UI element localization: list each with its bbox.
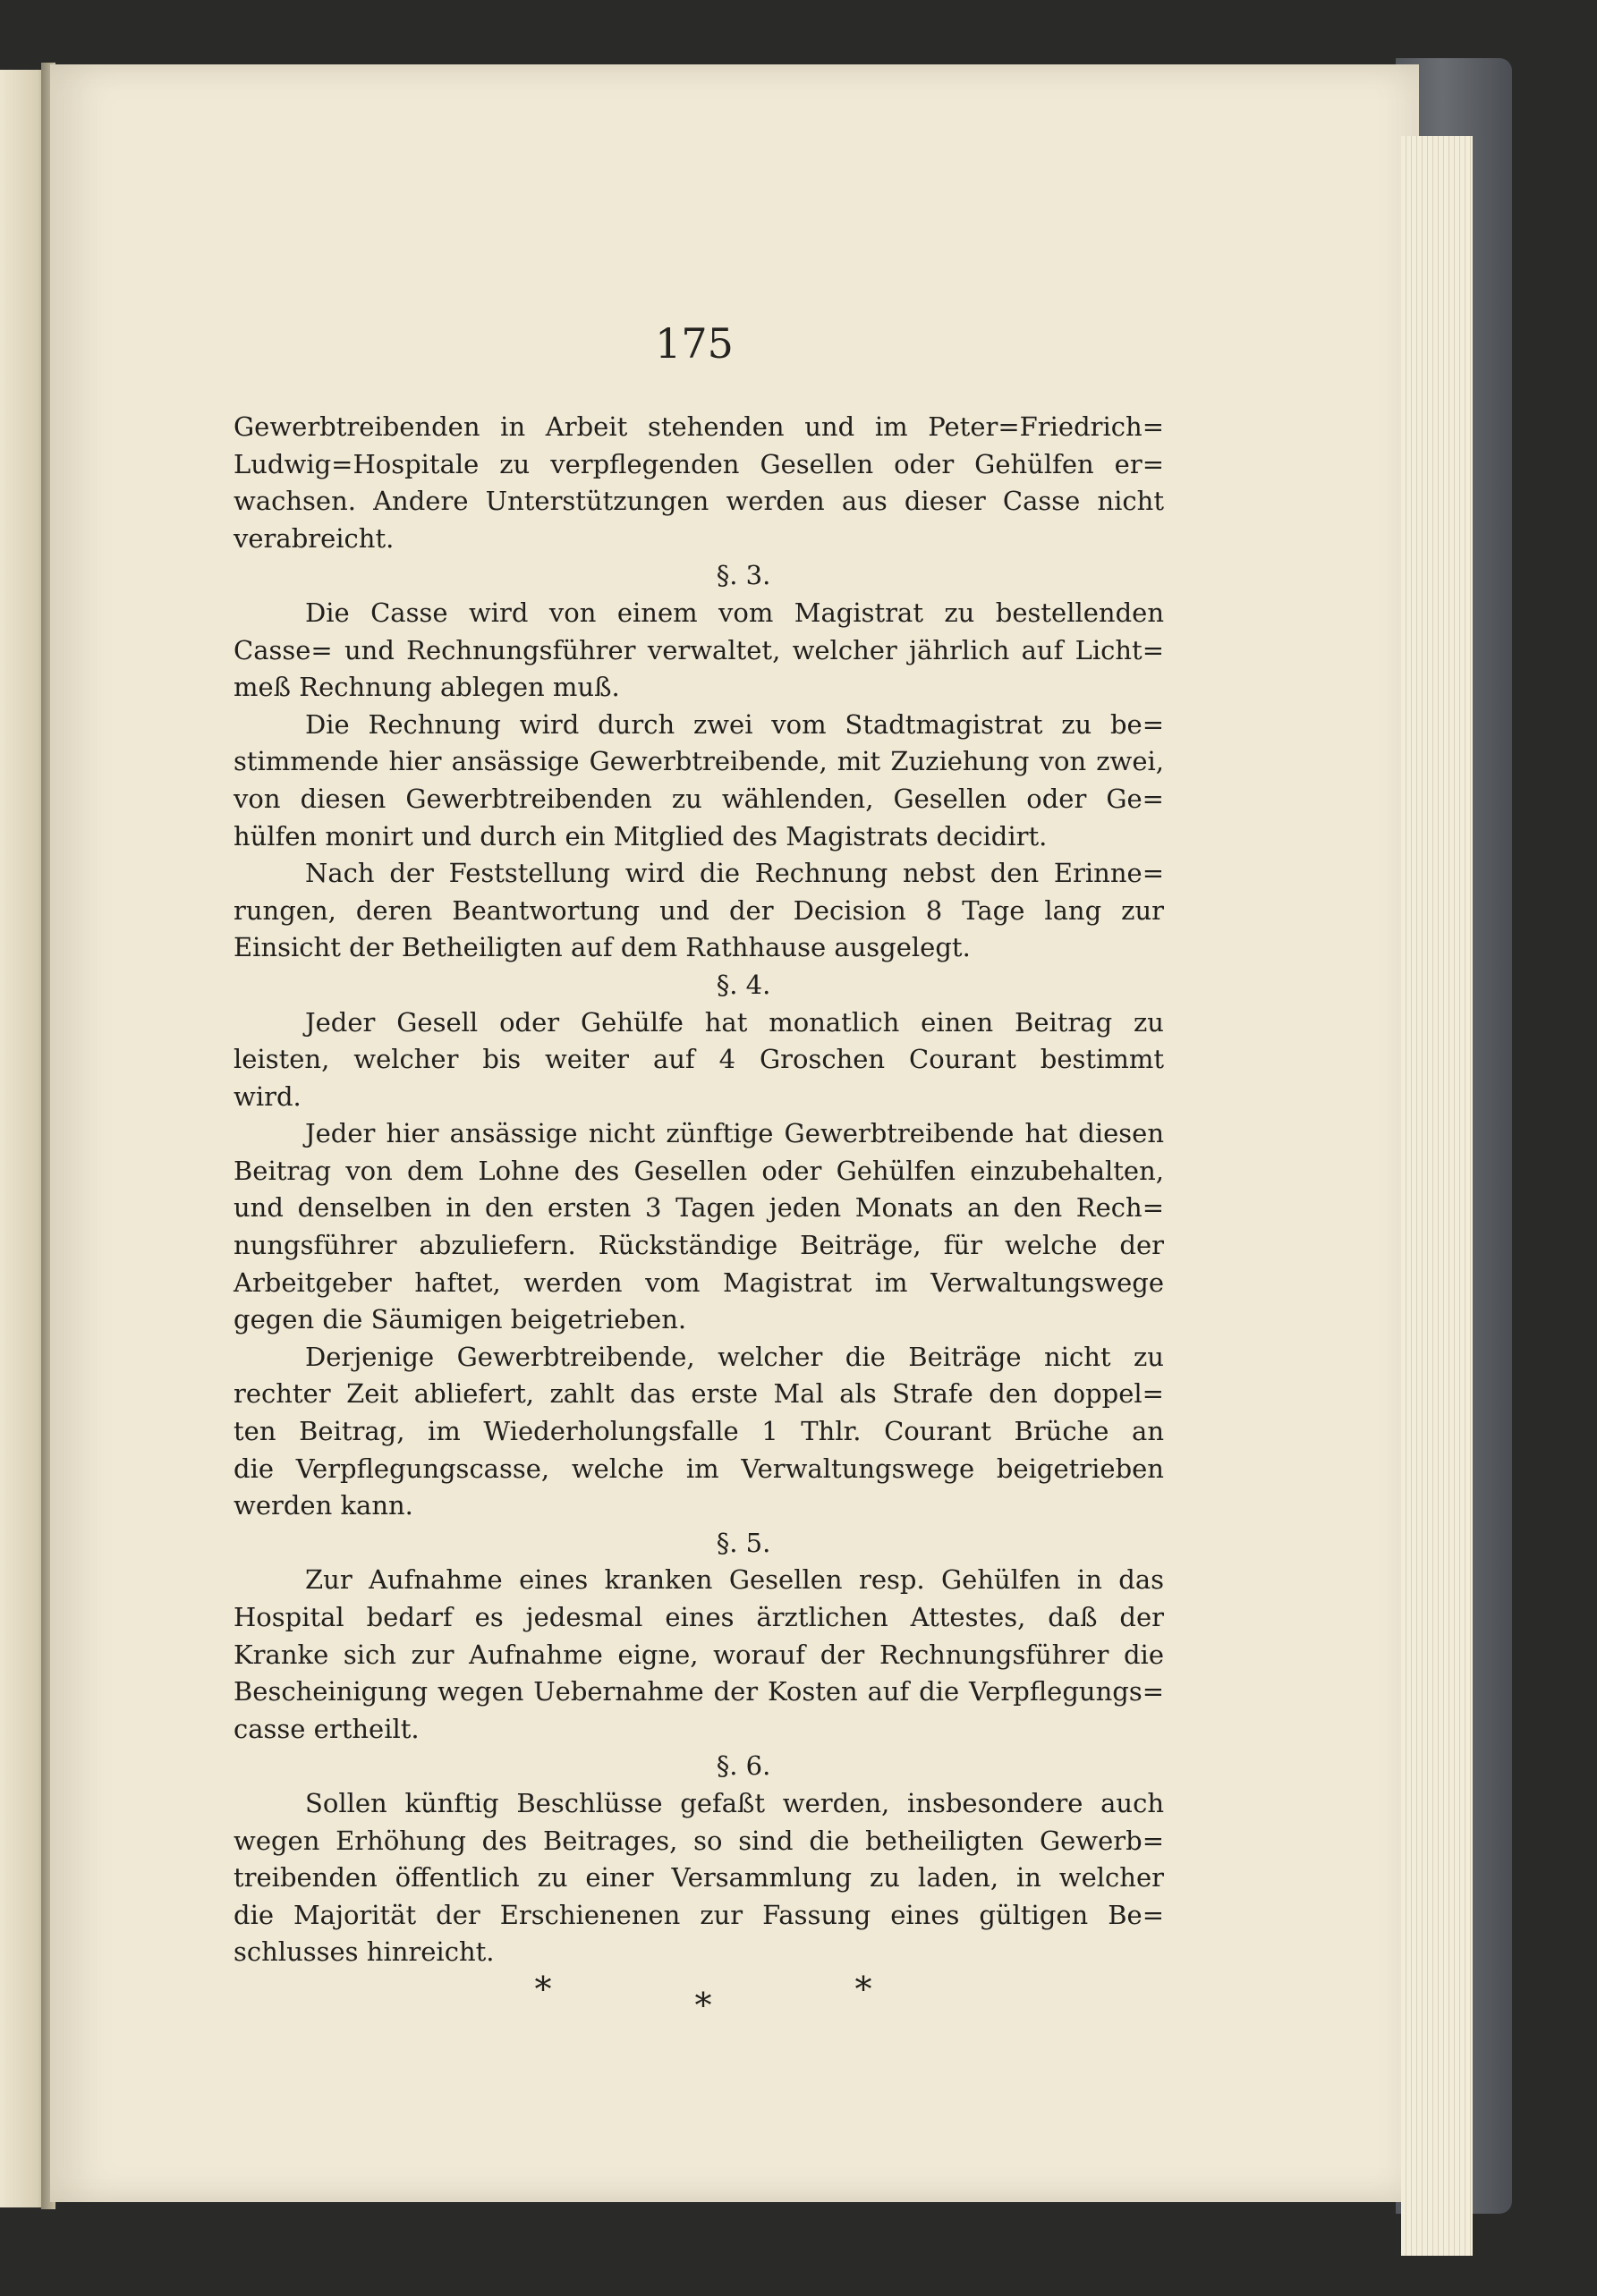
page-number: 175 — [655, 319, 734, 368]
text-line: Jeder Gesell oder Gehülfe hat monatlich einen Beitrag zu — [305, 1006, 1164, 1038]
text-line: wegen Erhöhung des Beitrages, so sind die betheiligten Gewerb= — [234, 1825, 1164, 1856]
asterisk-mark: * — [854, 1969, 872, 2009]
text-line: Jeder hier ansässige nicht zünftige Gewerbtreibende hat diesen — [305, 1118, 1164, 1149]
text-line: wachsen. Andere Unterstützungen werden aus dieser Casse nicht — [234, 486, 1164, 517]
text-line: Ludwig=Hospitale zu verpflegenden Gesellen oder Gehülfen er= — [234, 448, 1164, 479]
text-line: Casse= und Rechnungsführer verwaltet, welcher jährlich auf Licht= — [234, 634, 1164, 665]
text-line: verabreicht. — [234, 522, 395, 554]
text-line: von diesen Gewerbtreibenden zu wählenden, Gesellen oder Ge= — [234, 783, 1164, 814]
text-line: leisten, welcher bis weiter auf 4 Groschen Courant bestimmt — [234, 1044, 1164, 1075]
text-line: werden kann. — [234, 1490, 413, 1521]
text-line: Kranke sich zur Aufnahme eigne, worauf der Rechnungsführer die — [234, 1639, 1164, 1670]
text-line: ten Beitrag, im Wiederholungsfalle 1 Thlr. Courant Brüche an — [234, 1416, 1164, 1447]
end-asterisks — [234, 1969, 1164, 2025]
text-line: nungsführer abzuliefern. Rückständige Beiträge, für welche der — [234, 1230, 1164, 1261]
text-line: Sollen künftig Beschlüsse gefaßt werden, insbesondere auch — [305, 1787, 1164, 1818]
text-line: Nach der Feststellung wird die Rechnung nebst den Erinne= — [305, 858, 1164, 889]
text-line: Gewerbtreibenden in Arbeit stehenden und im Peter=Friedrich= — [234, 411, 1164, 442]
section-heading: §. 6. — [716, 1750, 771, 1782]
text-line: rechter Zeit abliefert, zahlt das erste Mal als Strafe den doppel= — [234, 1378, 1164, 1410]
text-line: hülfen monirt und durch ein Mitglied des Magistrats decidirt. — [234, 820, 1048, 851]
text-line: wird. — [234, 1080, 302, 1112]
text-line: Zur Aufnahme eines kranken Gesellen resp. Gehülfen in das — [305, 1564, 1164, 1596]
text-line: Einsicht der Betheiligten auf dem Rathhause ausgelegt. — [234, 932, 971, 963]
text-line: stimmende hier ansässige Gewerbtreibende, mit Zuziehung von zwei, — [234, 746, 1164, 777]
text-line: gegen die Säumigen beigetrieben. — [234, 1304, 687, 1335]
body-text — [234, 409, 1164, 2025]
right-page — [50, 64, 1419, 2202]
text-line: Derjenige Gewerbtreibende, welcher die Beiträge nicht zu — [305, 1341, 1164, 1372]
text-line: Die Rechnung wird durch zwei vom Stadtmagistrat zu be= — [305, 708, 1164, 740]
asterisk-mark: * — [694, 1985, 712, 2025]
text-line: Die Casse wird von einem vom Magistrat zu bestellenden — [305, 597, 1164, 628]
text-line: meß Rechnung ablegen muß. — [234, 672, 620, 703]
text-line: Beitrag von dem Lohne des Gesellen oder Gehülfen einzubehalten, — [234, 1155, 1164, 1186]
text-line: Bescheinigung wegen Uebernahme der Kosten auf die Verpflegungs= — [234, 1676, 1164, 1707]
text-line: die Verpflegungscasse, welche im Verwaltungswege beigetrieben — [234, 1453, 1164, 1484]
section-heading: §. 5. — [716, 1527, 771, 1558]
text-line: Hospital bedarf es jedesmal eines ärztlichen Attestes, daß der — [234, 1602, 1164, 1632]
page-edges — [1401, 136, 1473, 2256]
text-line: Arbeitgeber haftet, werden vom Magistrat im Verwaltungswege — [234, 1267, 1164, 1298]
text-line: die Majorität der Erschienenen zur Fassung eines gültigen Be= — [234, 1899, 1164, 1930]
text-line: casse ertheilt. — [234, 1713, 420, 1744]
section-heading: §. 4. — [716, 969, 771, 1000]
section-heading: §. 3. — [716, 560, 771, 591]
text-line: schlusses hinreicht. — [234, 1936, 495, 1968]
asterisk-mark: * — [534, 1969, 552, 2009]
text-line: und denselben in den ersten 3 Tagen jeden Monats an den Rech= — [234, 1192, 1164, 1224]
text-line: treibenden öffentlich zu einer Versammlung zu laden, in welcher — [234, 1862, 1164, 1894]
left-page-edge — [0, 70, 47, 2207]
text-line: rungen, deren Beantwortung und der Decision 8 Tage lang zur — [234, 894, 1164, 926]
